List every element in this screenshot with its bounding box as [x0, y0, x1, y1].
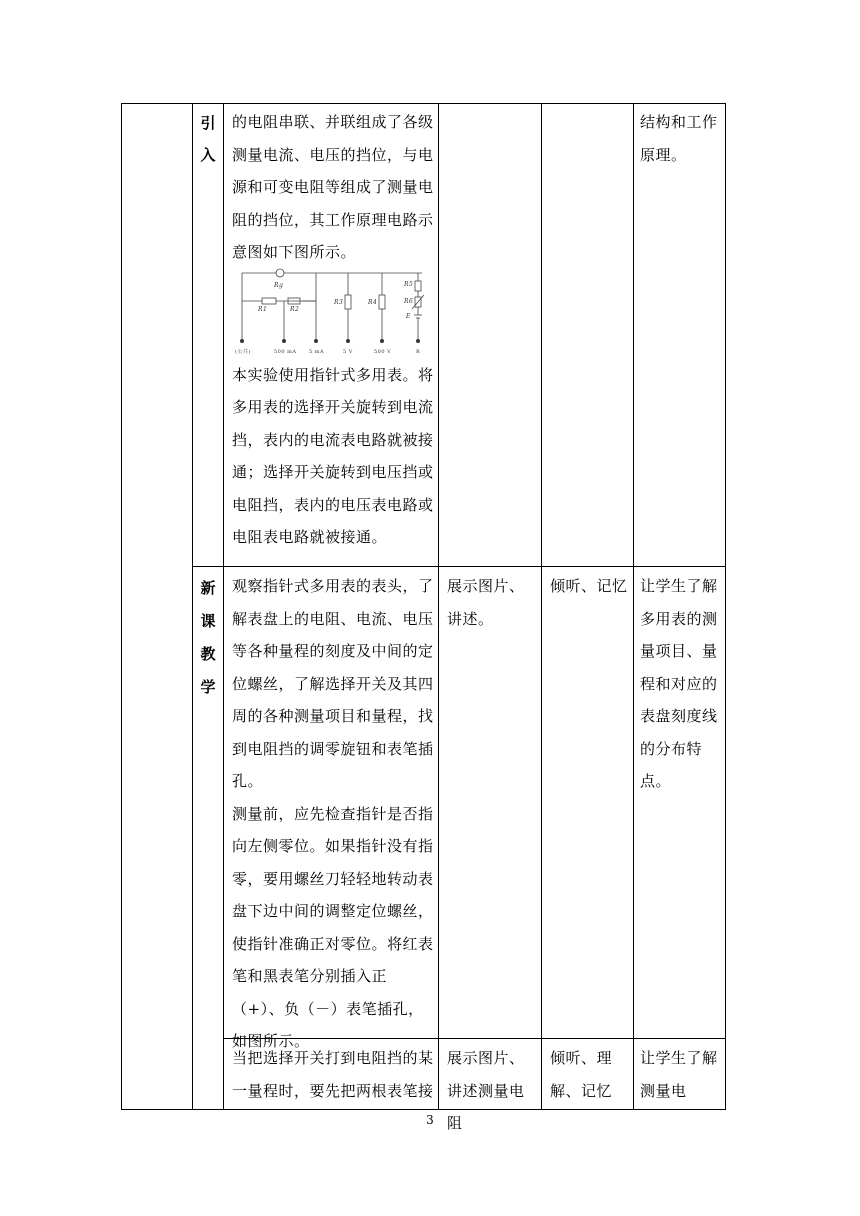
intent-cell-new-lesson: [640, 570, 722, 798]
terminal-label: 500 mA: [274, 348, 297, 355]
teacher-activity: 展示图片、讲述测量电阻: [447, 1049, 525, 1132]
intent-text: 让学生了解测量电: [640, 1049, 718, 1100]
col-divider-5: [633, 103, 634, 1110]
stage-char: 新: [200, 579, 216, 597]
terminal-dot: [416, 339, 420, 343]
terminal-label: R: [416, 348, 421, 355]
table-bottom-border: [121, 1109, 726, 1110]
page-number: 3: [426, 1113, 434, 1127]
stage-char: 入: [200, 145, 216, 164]
stage-cell-new-lesson: [193, 572, 223, 704]
terminal-label: 500 V: [374, 348, 392, 355]
stage-char: 引: [200, 114, 216, 132]
stage-cell-intro: [193, 108, 223, 171]
content-cell-row3: [232, 1042, 436, 1108]
intent-cell-row3: [640, 1042, 722, 1108]
terminal-dot: [240, 339, 244, 343]
content-cell-intro: [232, 106, 436, 554]
stage-char: 课: [200, 612, 216, 630]
teacher-cell-new-lesson: [447, 570, 539, 635]
student-cell-new-lesson: [550, 570, 632, 603]
table-top-border: [121, 103, 726, 104]
content-paragraph: 测量前，应先检查指针是否指向左侧零位。如果指针没有指零，要用螺丝刀轻轻地转动表盘下边中间的调整定位螺丝，使指针准确正对零位。将红表笔和黑表笔分别插入正（+）、负（－）表笔插孔，如图所示。: [232, 804, 434, 1050]
student-activity: 倾听、记忆: [550, 577, 628, 595]
circuit-diagram: [232, 271, 428, 359]
content-paragraph: 的电阻串联、并联组成了各级测量电流、电压的挡位，与电源和可变电阻等组成了测量电阻的挡位，其工作原理电路示意图如下图所示。: [232, 113, 434, 261]
terminal-dot: [346, 339, 350, 343]
intent-cell-intro: [640, 106, 722, 171]
label-rg: Rg: [274, 281, 284, 289]
terminal-dot: [380, 339, 384, 343]
student-activity: 倾听、理解、记忆: [550, 1049, 613, 1100]
terminal-dot: [314, 339, 318, 343]
intent-text: 让学生了解多用表的测量项目、量程和对应的表盘刻度线的分布特点。: [640, 577, 718, 790]
stage-char: 学: [200, 678, 216, 696]
label-r6: R6: [404, 297, 414, 305]
teacher-activity: 展示图片、讲述。: [447, 577, 525, 628]
terminal-label: (公共): [235, 348, 251, 355]
content-paragraph: 观察指针式多用表的表头，了解表盘上的电阻、电流、电压等各种量程的刻度及中间的定位螺丝，了解选择开关及其四周的各种测量项目和量程，找到电阻挡的调零旋钮和表笔插孔。: [232, 577, 434, 790]
intent-text: 结构和工作原理。: [640, 113, 718, 164]
student-cell-row3: [550, 1042, 632, 1108]
content-paragraph: 当把选择开关打到电阻挡的某一量程时，要先把两根表笔接: [232, 1049, 434, 1100]
terminal-label: 5 mA: [309, 348, 325, 355]
terminal-label: 5 V: [343, 348, 353, 355]
content-cell-new-lesson: [232, 570, 436, 1058]
content-paragraph: 本实验使用指针式多用表。将多用表的选择开关旋转到电流挡，表内的电流表电路就被接通；选择开关旋转到电压挡或电阻挡，表内的电压表电路或电阻表电路就被接通。: [232, 365, 434, 546]
label-r3: R3: [334, 298, 344, 306]
label-r2: R2: [290, 305, 300, 313]
teacher-cell-row3: [447, 1042, 539, 1132]
table-right-border: [725, 103, 726, 1110]
row-divider-1: [192, 566, 726, 567]
label-r1: R1: [258, 305, 268, 313]
col-divider-2: [223, 103, 224, 1110]
label-r4: R4: [368, 298, 378, 306]
col-divider-3: [438, 103, 439, 1110]
label-r5: R5: [404, 280, 414, 288]
label-e: E: [406, 312, 411, 320]
table-left-border: [121, 103, 122, 1110]
stage-char: 教: [200, 645, 216, 663]
col-divider-4: [541, 103, 542, 1110]
terminal-dot: [282, 339, 286, 343]
